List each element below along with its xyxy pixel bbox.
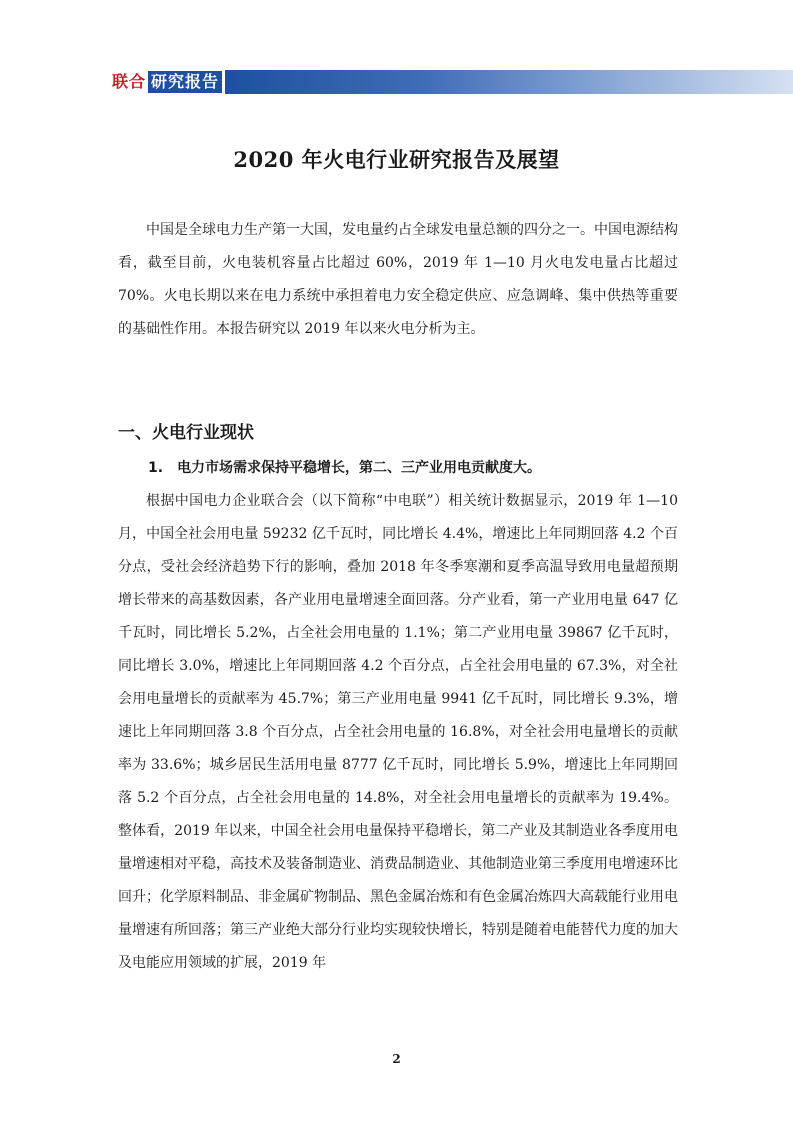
page-number: 2 [392,1052,401,1066]
header-gradient-bar [225,70,793,94]
intro-paragraph: 中国是全球电力生产第一大国，发电量约占全球发电量总额的四分之一。中国电源结构看，截至目前，火电装机容量占比超过 60%，2019 年 1—10 月火电发电量占比超过 70%。火电长期以来在电力系统中承担着电力安全稳定供应、应急调峰、集中供热等重要的基础性作用。本报告研究以 2019 年以来火电分析为主。 [118,222,678,337]
brand-name: 联合 [112,72,147,91]
subsection-heading [148,454,708,482]
report-header [112,70,793,94]
document-title: 2020 年火电行业研究报告及展望 [233,147,560,172]
subsection-title: 电力市场需求保持平稳增长，第二、三产业用电贡献度大。 [177,460,542,476]
body-paragraph: 根据中国电力企业联合会（以下简称“中电联”）相关统计数据显示，2019 年 1—10 月，中国全社会用电量 59232 亿千瓦时，同比增长 4.4%，增速比上年同期回落 4.2 个百分点，受社会经济趋势下行的影响，叠加 2018 年冬季寒潮和夏季高温导致用电量超预期增长带来的高基数因素，各产业用电量增速全面回落。分产业看，第一产业用电量 647 亿千瓦时，同比增长 5.2%，占全社会用电量的 1.1%；第二产业用电量 39867 亿千瓦时，同比增长 3.0%，增速比上年同期回落 4.2 个百分点，占全社会用电量的 67.3%，对全社会用电量增长的贡献率为 45.7%；第三产业用电量 9941 亿千瓦时，同比增长 9.3%，增速比上年同期回落 3.8 个百分点，占全社会用电量的 16.8%，对全社会用电量增长的贡献率为 33.6%；城乡居民生活用电量 8777 亿千瓦时，同比增长 5.9%，增速比上年同期回落 5.2 个百分点，占全社会用电量的 14.8%，对全社会用电量增长的贡献率为 19.4%。整体看，2019 年以来，中国全社会用电量保持平稳增长，第二产业及其制造业各季度用电量增速相对平稳，高技术及装备制造业、消费品制造业、其他制造业第三季度用电增速环比回升；化学原料制品、非金属矿物制品、黑色金属冶炼和有色金属冶炼四大高载能行业用电量增速有所回落；第三产业绝大部分行业均实现较快增长，特别是随着电能替代力度的加大及电能应用领域的扩展，2019 年 [118,493,678,971]
section-heading: 一、火电行业现状 [118,423,254,443]
subsection-number: 1. [148,460,164,476]
brand-label: 研究报告 [148,71,222,93]
